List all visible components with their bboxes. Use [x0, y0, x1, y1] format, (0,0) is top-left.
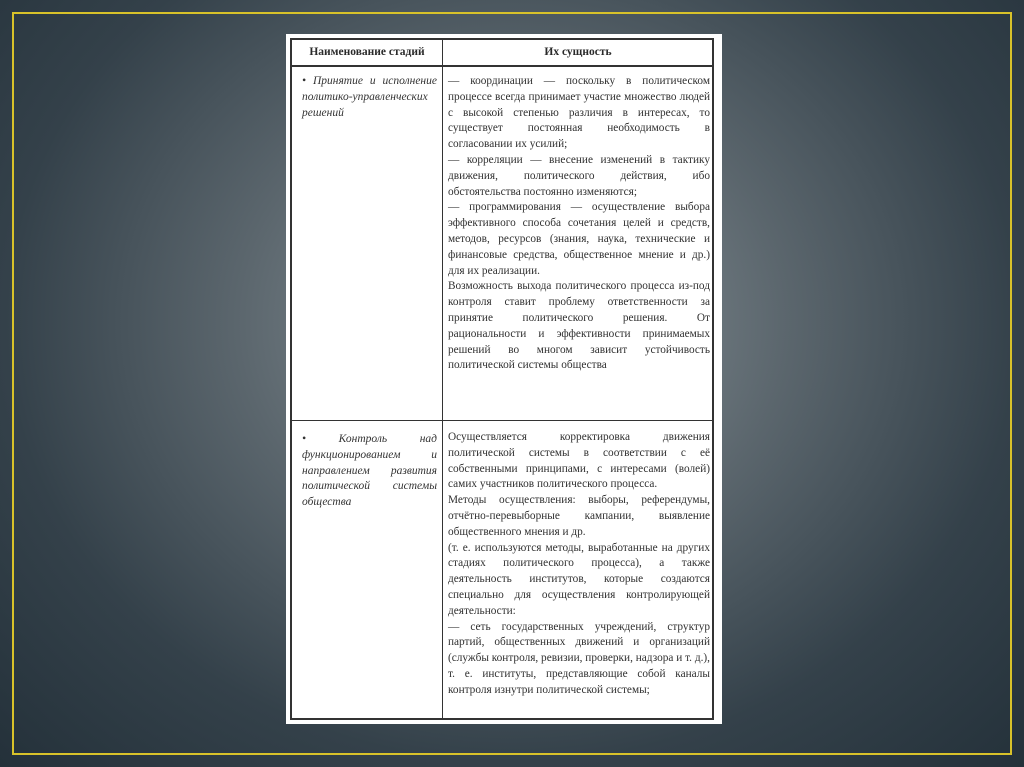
essence-paragraph: (т. е. используются методы, выработанные на других стадиях политического процесса), а также деятельность институтов, которые создаются специально для осуществления контролирующей деятельности: — [448, 541, 710, 617]
essence-paragraph: Осуществляется корректировка движения политической системы в соответствии с её собственными принципами, с интересами (волей) самих участников политического процесса. — [448, 431, 710, 491]
essence-paragraph: — сеть государственных учреждений, структур партий, общественных движений и организаций (службы контроля, ревизии, проверки, надзора и т. д.), т. е. институты, представляющие собой каналы контроля изнутри политической системы; — [448, 620, 710, 696]
stage-decision-making: • Принятие и исполнение политико-управленческих решений — [302, 75, 437, 119]
essence-paragraph: — координации — поскольку в политическом процессе всегда принимает участие множество людей с высокой степенью различия в интересах, то существует постоянная необходимость в согласовании их усилий; — [448, 75, 710, 151]
column-divider — [442, 40, 443, 718]
essence-paragraph: Возможность выхода политического процесса из-под контроля ставит проблему ответственности за принятие политического решения. От рациональности и эффективности принимаемых решений во многом зависит устойчивость политической системы общества — [448, 280, 710, 372]
essence-paragraph: — корреляции — внесение изменений в тактику движения, политического действия, ибо обстоятельства постоянно изменяются; — [448, 153, 710, 198]
stage-control: • Контроль над функционированием и направлением развития политической системы общества — [302, 433, 437, 509]
row-divider — [292, 420, 712, 421]
essence-paragraph: — программирования — осуществление выбора эффективного способа сочетания целей и средств, методов, ресурсов (знания, наука, технические и финансовые средства, общественное мнение и др.) для их реализации. — [448, 201, 710, 277]
stages-table — [290, 38, 714, 720]
slide-document — [286, 34, 722, 724]
essence-control — [448, 430, 710, 699]
essence-decision-making — [448, 74, 710, 374]
essence-paragraph: Методы осуществления: выборы, референдумы, отчётно-перевыборные кампании, выявление общественного мнения и др. — [448, 494, 710, 538]
header-essence: Их сущность — [544, 46, 612, 58]
header-stage-name: Наименование стадий — [309, 46, 425, 58]
table-header-row — [292, 40, 712, 67]
